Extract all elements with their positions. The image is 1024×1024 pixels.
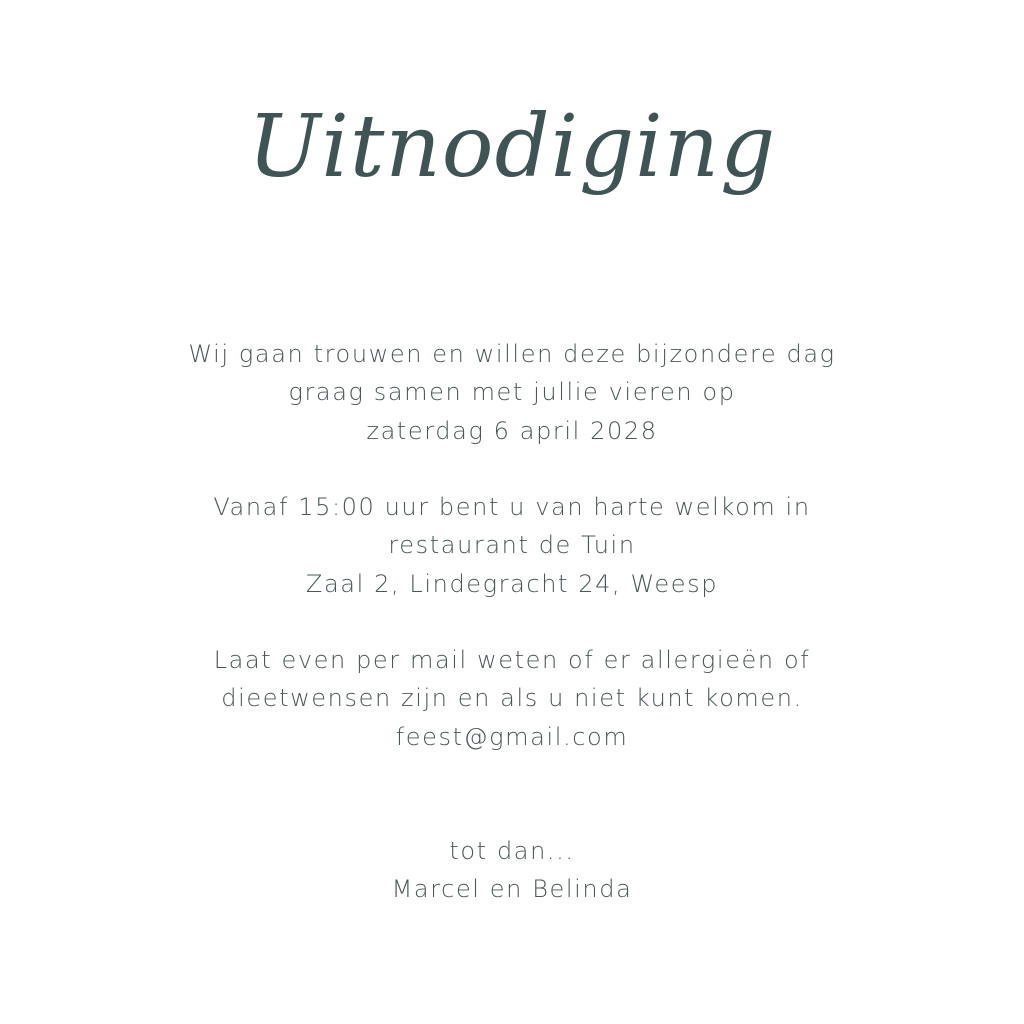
closing-paragraph	[0, 832, 1024, 909]
venue-paragraph	[0, 488, 1024, 603]
intro-line: Wij gaan trouwen en willen deze bijzondere dag	[188, 340, 836, 368]
wedding-date: zaterdag 6 april 2028	[366, 416, 658, 445]
invitation-title: Uitnodiging	[247, 97, 777, 197]
venue-name: restaurant de Tuin	[388, 531, 636, 560]
rsvp-line: dieetwensen zijn en als u niet kunt komen.	[221, 684, 803, 713]
signature-names: Marcel en Belinda	[391, 875, 633, 904]
rsvp-line: Laat even per mail weten of er allergieën of	[213, 646, 811, 674]
rsvp-paragraph	[0, 641, 1024, 756]
venue-time-line: Vanaf 15:00 uur bent u van harte welkom in	[213, 493, 811, 521]
venue-address: Zaal 2, Lindegracht 24, Weesp	[305, 569, 719, 598]
rsvp-email: feest@gmail.com	[395, 722, 629, 751]
invitation-intro-paragraph	[0, 335, 1024, 450]
intro-line: graag samen met jullie vieren op	[288, 378, 736, 407]
closing-line: tot dan...	[449, 837, 575, 865]
